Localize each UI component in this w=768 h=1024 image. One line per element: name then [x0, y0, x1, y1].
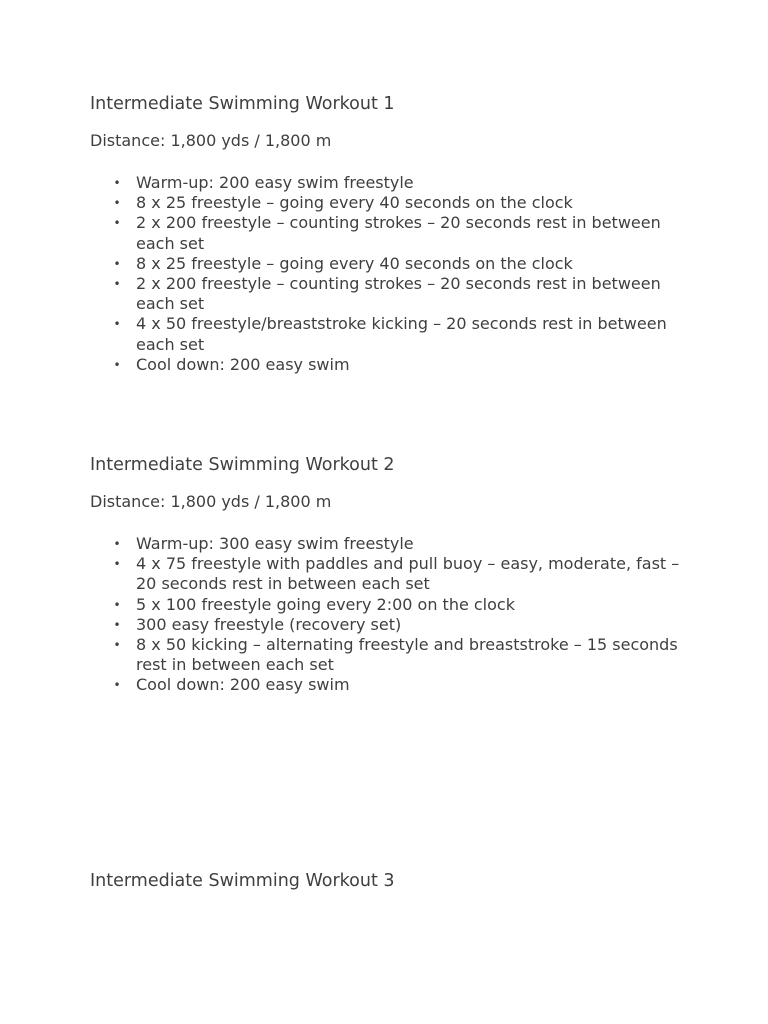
bullet-icon: • [113, 617, 121, 632]
bullet-icon: • [113, 277, 121, 292]
list-item: • 4 x 50 freestyle/breaststroke kicking – 20 seconds rest in between each set [113, 314, 667, 354]
bullet-icon: • [113, 216, 121, 231]
workout-2-title: Intermediate Swimming Workout 2 [90, 455, 395, 475]
bullet-icon: • [113, 176, 121, 190]
workout-1-title: Intermediate Swimming Workout 1 [90, 94, 395, 114]
list-item: • 2 x 200 freestyle – counting strokes – 20 seconds rest in between each set [113, 274, 661, 314]
list-item: • 8 x 25 freestyle – going every 40 seconds on the clock [113, 193, 573, 213]
bullet-icon: • [113, 196, 121, 211]
list-item: • 300 easy freestyle (recovery set) [113, 614, 402, 634]
list-item: • 5 x 100 freestyle going every 2:00 on the clock [113, 594, 515, 614]
workout-1 [90, 91, 690, 375]
list-item: • 8 x 25 freestyle – going every 40 seconds on the clock [113, 253, 573, 273]
list-item: • Warm-up: 300 easy swim freestyle [113, 534, 414, 553]
list-item: • 4 x 75 freestyle with paddles and pull buoy – easy, moderate, fast – 20 seconds rest in between each set [113, 554, 680, 594]
bullet-icon: • [113, 317, 121, 332]
workout-3-title: Intermediate Swimming Workout 3 [90, 871, 395, 891]
bullet-icon: • [113, 537, 121, 551]
bullet-icon: • [113, 357, 121, 372]
bullet-icon: • [113, 678, 121, 693]
workout-3 [90, 868, 690, 894]
list-item: • Cool down: 200 easy swim [113, 675, 350, 695]
workout-2 [90, 452, 690, 696]
bullet-icon: • [113, 638, 121, 653]
list-item: • 8 x 50 kicking – alternating freestyle and breaststroke – 15 seconds rest in between each set [113, 635, 678, 675]
workout-2-list [90, 534, 690, 696]
bullet-icon: • [113, 256, 121, 271]
bullet-icon: • [113, 557, 121, 572]
workout-2-distance: Distance: 1,800 yds / 1,800 m [90, 492, 332, 511]
list-item: • 2 x 200 freestyle – counting strokes – 20 seconds rest in between each set [113, 213, 661, 253]
workout-1-list [90, 173, 690, 375]
list-item: • Warm-up: 200 easy swim freestyle [113, 173, 414, 192]
workout-1-distance: Distance: 1,800 yds / 1,800 m [90, 131, 332, 150]
list-item: • Cool down: 200 easy swim [113, 354, 350, 374]
bullet-icon: • [113, 597, 121, 612]
